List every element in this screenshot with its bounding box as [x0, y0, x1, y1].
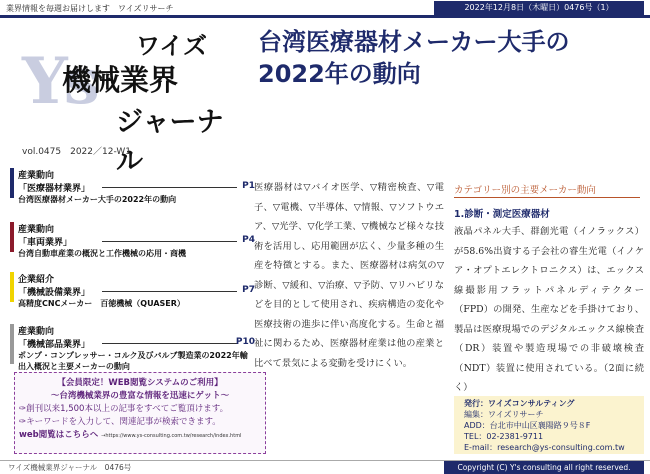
toc-section-label: 「医療器材業界」 — [18, 184, 91, 194]
toc-desc: ポンプ・コンプレッサー・コルク及びバルブ製造業の2022年輸出入概況と主要メーカーの動向 — [18, 351, 248, 371]
sub-heading: 1.診断・測定医療器材 — [454, 209, 550, 220]
logo-line2: 機械業界 — [62, 63, 179, 97]
volume-label: vol.0475 2022／12-W1 — [22, 147, 131, 157]
toc-page: P4 — [242, 235, 255, 245]
toc-page: P1 — [242, 181, 255, 191]
top-bar — [0, 0, 650, 18]
toc-item-2[interactable] — [10, 222, 255, 262]
toc-section-label: 「機械部品業界」 — [18, 340, 91, 350]
toc-section — [10, 337, 255, 350]
logo-line3: ジャーナル — [116, 107, 224, 177]
toc-category: 産業動向 — [18, 225, 55, 235]
toc-desc: 台湾医療器材メーカー大手の2022年の動向 — [18, 195, 177, 204]
article-body-left: 医療器材は▽バイオ医学、▽精密検査、▽電子、▽電機、▽半導体、▽情報、▽ソフトウエア、▽光学、▽化学工業、▽機械など様々な技術を活用し、応用範囲が広く、少量多種の生産を特徴とする。また、医療器材は病気の▽診断、▽緩和、▽治療、▽予防、▽リハビリなどを目的として使用され、疾病構造の変化や医療技術の進歩に伴い高度化する。生命と福祉に関わるため、医療器材産業は他の産業と比べて景気による変動を受けにくい。 — [254, 182, 444, 369]
web-access-url[interactable]: →https://www.ys-consulting.com.tw/research/index.html — [101, 433, 242, 439]
toc-section — [10, 235, 255, 248]
toc-desc: 台湾自動車産業の概況と工作機械の応用・商機 — [18, 249, 186, 258]
headline-line1: 台湾医療器材メーカー大手の — [258, 28, 570, 56]
divider — [454, 197, 640, 198]
publisher-email[interactable]: E-mail：research@ys-consulting.com.tw — [464, 443, 625, 452]
publisher-address: ADD：台北市中山区襄陽路９号８F — [464, 421, 591, 430]
publisher-issuer: 発行：ワイズコンサルティング — [464, 399, 575, 408]
headline-line2: 2022年の動向 — [258, 60, 421, 88]
publisher-box — [454, 396, 644, 454]
web-access-link[interactable] — [19, 429, 261, 443]
toc-category: 産業動向 — [18, 327, 55, 337]
toc-category: 企業紹介 — [18, 275, 55, 285]
toc-page: P10 — [235, 337, 255, 347]
member-promo-box — [14, 372, 266, 454]
headline — [258, 26, 570, 90]
toc-section-label: 「機械設備業界」 — [18, 288, 91, 298]
copyright: Copyright (C) Y's consulting all right reserved. — [444, 461, 644, 474]
promo-title: 【会員限定！WEB閲覧システムのご利用】 — [57, 378, 223, 388]
toc-category: 産業動向 — [18, 171, 55, 181]
category-heading: カテゴリー別の主要メーカー動向 — [454, 185, 596, 196]
toc-item-4[interactable] — [10, 324, 255, 371]
promo-item: ✑キーワードを入力して、関連記事が検索できます。 — [19, 417, 221, 427]
web-access-label[interactable]: web閲覧はこちらへ — [19, 430, 99, 440]
toc-item-1[interactable] — [10, 168, 255, 208]
promo-item: ✑創刊以来1,500本以上の記事をすべてご覧頂けます。 — [19, 404, 229, 414]
toc-page: P7 — [242, 285, 255, 295]
footer-left: ワイズ機械業界ジャーナル 0476号 — [8, 463, 132, 472]
publisher-editor: 編集：ワイズリサーチ — [464, 410, 544, 419]
toc-section-label: 「車両業界」 — [18, 238, 73, 248]
issue-date: 2022年12月8日（木曜日）0476号（1） — [434, 1, 644, 15]
footer — [0, 460, 650, 474]
logo-line1: ワイズ — [136, 32, 208, 60]
tagline: 業界情報を毎週お届けします ワイズリサーチ — [6, 4, 174, 13]
toc-section — [10, 285, 255, 298]
toc-section — [10, 181, 255, 194]
toc-desc: 高精度CNCメーカー 百徳機械（QUASER） — [18, 299, 185, 308]
article-body-right: 液晶パネル大手、群創光電（イノラックス）が58.6%出資する子会社の睿生光電（イノケア・オプトエレクトロニクス）は、エックス線撮影用フラットパネルディテクター（FPD）の開発、生産などを手掛けており、製品は医療現場でのデジタルエックス線検査（DR）装置や製造現場での非破壊検査（NDT）装置に使用されている。（2面に続く） — [454, 226, 644, 393]
toc-item-3[interactable] — [10, 272, 255, 312]
promo-subtitle: 〜台湾機械業界の豊富な情報を迅速にゲット〜 — [50, 391, 230, 401]
publisher-tel: TEL：02-2381-9711 — [464, 432, 544, 441]
logo-mark: Ys — [22, 44, 96, 119]
